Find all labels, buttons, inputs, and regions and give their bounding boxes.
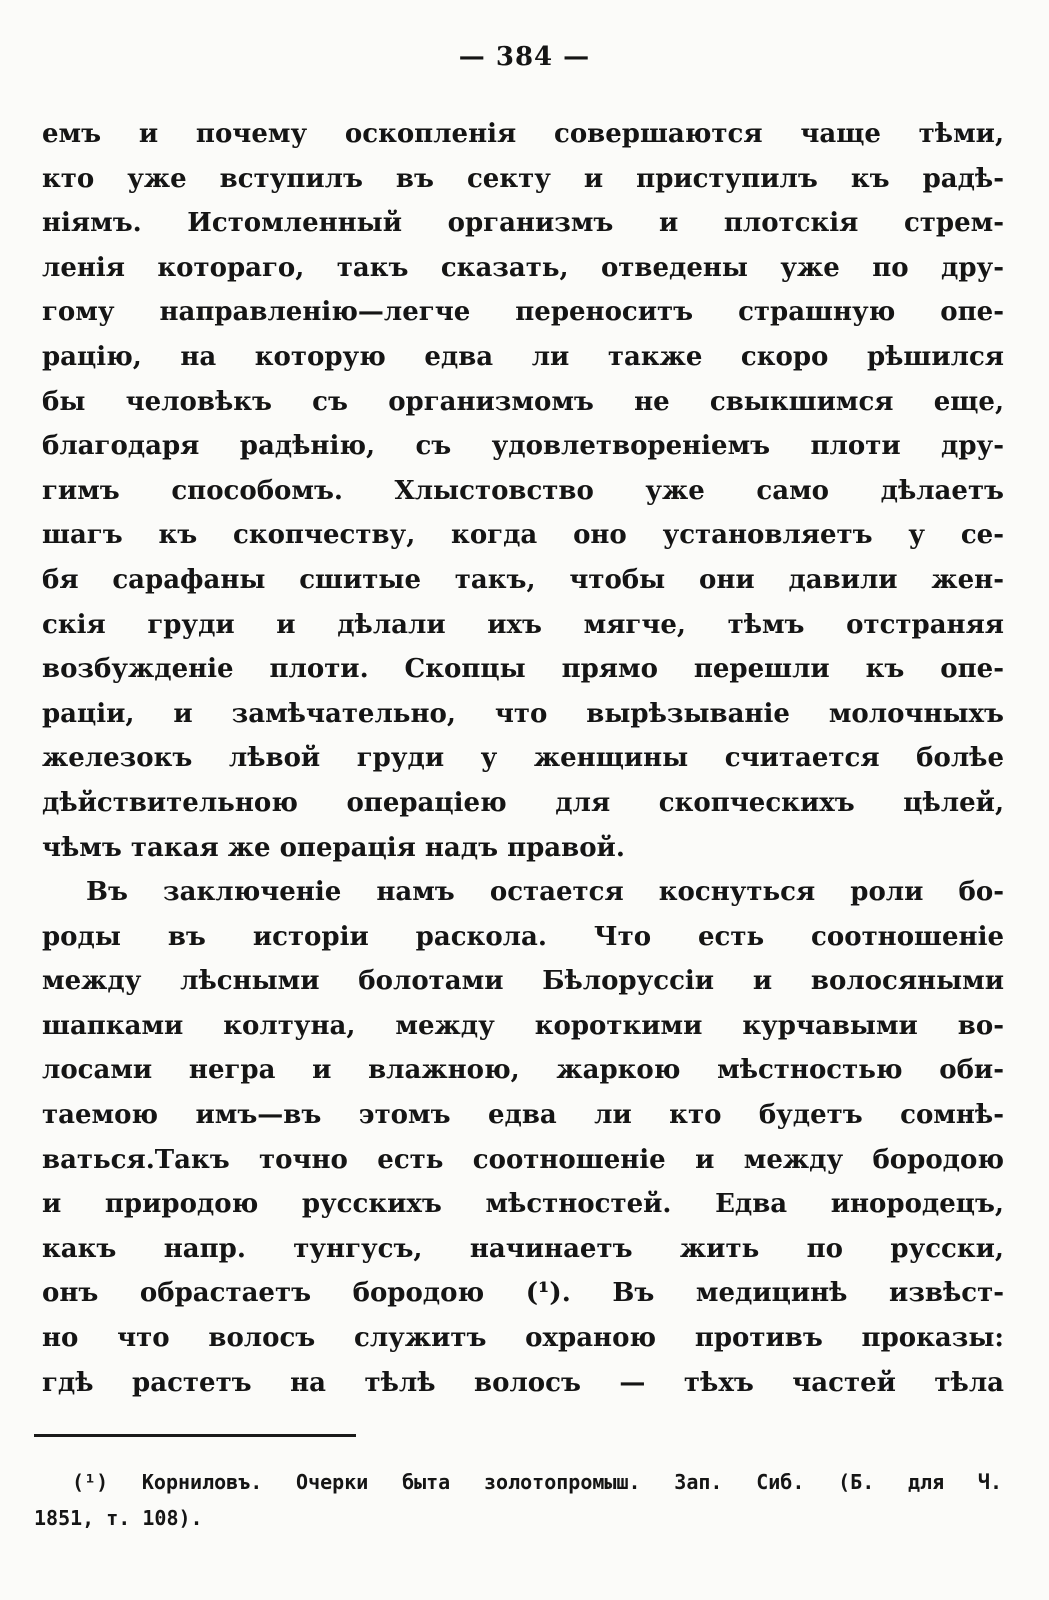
text-line: емъ и почему оскопленія совершаются чаще тѣми,	[42, 119, 1004, 149]
text-line: благодаря радѣнію, съ удовлетвореніемъ плоти дру-	[42, 431, 1004, 462]
footnote-divider	[34, 1434, 356, 1437]
text-line: ваться.Такъ точно есть соотношеніе и между бородою	[42, 1144, 1004, 1175]
text-line: роды въ исторіи раскола. Что есть соотношеніе	[42, 921, 1004, 952]
text-line: раціи, и замѣчательно, что вырѣзываніе молочныхъ	[42, 698, 1004, 729]
paragraph-start-line: Въ заключеніе намъ остается коснуться роли бо-	[86, 877, 1004, 908]
text-line: бы человѣкъ съ организмомъ не свыкшимся еще,	[42, 386, 1004, 417]
footnote-line: 1851, т. 108).	[34, 1506, 203, 1530]
text-line: шапками колтуна, между короткими курчавыми во-	[42, 1010, 1004, 1041]
text-line: какъ напр. тунгусъ, начинаетъ жить по русски,	[42, 1233, 1004, 1264]
text-line: шагъ къ скопчеству, когда оно установляетъ у се-	[42, 520, 1004, 551]
text-line: ленія котораго, такъ сказать, отведены уже по дру-	[42, 252, 1004, 283]
text-line: железокъ лѣвой груди у женщины считается болѣе	[42, 743, 1004, 774]
text-line: гимъ способомъ. Хлыстовство уже само дѣлаетъ	[42, 475, 1004, 506]
text-line: скія груди и дѣлали ихъ мягче, тѣмъ отстраняя	[42, 609, 1004, 640]
body-text	[42, 112, 1004, 1405]
paragraph-end-line: чѣмъ такая же операція надъ правой.	[42, 832, 625, 863]
text-line: бя сарафаны сшитые такъ, чтобы они давили жен-	[42, 564, 1004, 595]
footnote-line: (¹) Корниловъ. Очерки быта золотопромыш. Зап. Сиб. (Б. для Ч.	[72, 1470, 1002, 1494]
text-line: гдѣ растетъ на тѣлѣ волосъ — тѣхъ частей тѣла	[42, 1367, 1004, 1398]
text-line: таемою имъ—въ этомъ едва ли кто будетъ сомнѣ-	[42, 1100, 1004, 1131]
text-line: дѣйствительною операціею для скопческихъ цѣлей,	[42, 787, 1004, 818]
text-line: лосами негра и влажною, жаркою мѣстностью оби-	[42, 1055, 1004, 1086]
text-line: ніямъ. Истомленный организмъ и плотскія стрем-	[42, 208, 1004, 239]
text-line: и природою русскихъ мѣстностей. Едва инородецъ,	[42, 1189, 1004, 1220]
text-line: онъ обрастаетъ бородою (¹). Въ медицинѣ извѣст-	[42, 1278, 1004, 1309]
footnotes	[34, 1464, 1002, 1536]
text-line: но что волосъ служитъ охраною противъ проказы:	[42, 1323, 1004, 1354]
text-line: рацію, на которую едва ли также скоро рѣшился	[42, 341, 1004, 372]
text-line: между лѣсными болотами Бѣлоруссіи и волосяными	[42, 966, 1004, 997]
text-line: кто уже вступилъ въ секту и приступилъ къ радѣ-	[42, 163, 1004, 194]
text-line: возбужденіе плоти. Скопцы прямо перешли къ опе-	[42, 654, 1004, 685]
page-number: — 384 —	[458, 42, 591, 72]
text-line: гому направленію—легче переноситъ страшную опе-	[42, 297, 1004, 328]
